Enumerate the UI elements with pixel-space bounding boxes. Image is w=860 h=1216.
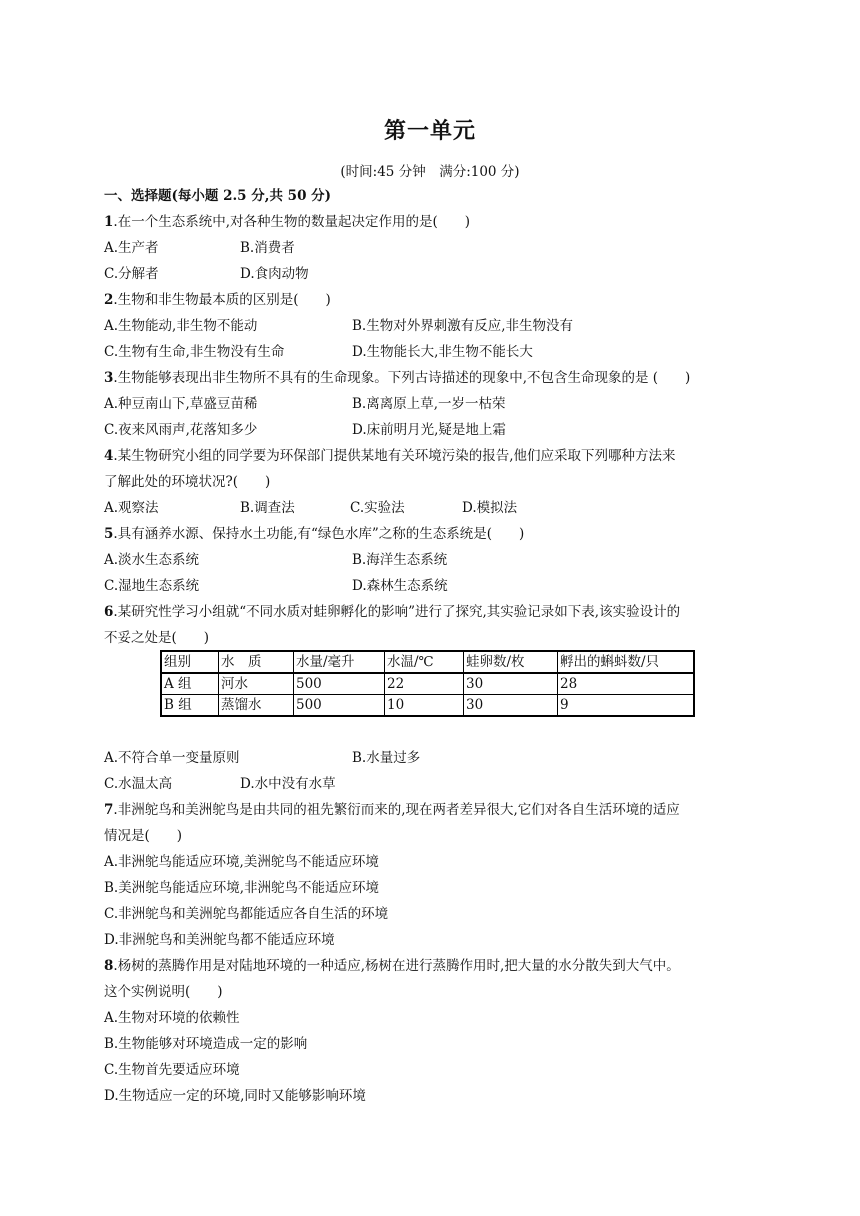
question-2-stem	[104, 291, 331, 309]
table-header-cell: 孵出的蝌蚪数/只	[558, 651, 695, 673]
question-text: .具有涵养水源、保持水土功能,有“绿色水库”之称的生态系统是( )	[113, 526, 525, 542]
table-header-cell: 水温/℃	[385, 651, 464, 673]
option-d: D.生物适应一定的环境,同时又能够影响环境	[104, 1088, 366, 1104]
option-c: C.生物有生命,非生物没有生命	[104, 344, 285, 360]
option-d: D.床前明月光,疑是地上霜	[352, 422, 506, 438]
experiment-table	[160, 650, 695, 717]
option-d: D.食肉动物	[240, 266, 309, 282]
question-5-stem	[104, 525, 524, 543]
option-d: D.生物能长大,非生物不能长大	[352, 344, 533, 360]
option-b: B.生物能够对环境造成一定的影响	[104, 1036, 308, 1052]
option-d: D.非洲鸵鸟和美洲鸵鸟都不能适应环境	[104, 932, 335, 948]
question-number: 4	[104, 448, 114, 464]
exam-time-score: (时间:45 分钟 满分:100 分)	[340, 164, 520, 180]
option-b: B.消费者	[240, 240, 295, 256]
question-text: .生物和非生物最本质的区别是( )	[113, 292, 331, 308]
option-c: C.非洲鸵鸟和美洲鸵鸟都能适应各自生活的环境	[104, 906, 389, 922]
option-b: B.生物对外界刺激有反应,非生物没有	[352, 318, 574, 334]
option-a: A.非洲鸵鸟能适应环境,美洲鸵鸟不能适应环境	[104, 854, 379, 870]
option-a: A.种豆南山下,草盛豆苗稀	[104, 396, 258, 412]
question-text: .某生物研究小组的同学要为环保部门提供某地有关环境污染的报告,他们应采取下列哪种方法来	[113, 448, 676, 464]
question-1-stem	[104, 213, 470, 231]
table-cell: A 组	[161, 673, 219, 695]
question-4-stem-cont: 了解此处的环境状况?( )	[104, 474, 271, 490]
table-header-row	[161, 651, 694, 673]
question-number: 1	[104, 214, 114, 230]
question-number: 3	[104, 370, 114, 386]
question-8-stem-cont: 这个实例说明( )	[104, 984, 223, 1000]
question-text: .某研究性学习小组就“不同水质对蛙卵孵化的影响”进行了探究,其实验记录如下表,该实验设计的	[113, 604, 681, 620]
option-a: A.观察法	[104, 500, 159, 516]
question-number: 5	[104, 526, 114, 542]
table-header-cell: 水量/毫升	[294, 651, 385, 673]
question-text: .非洲鸵鸟和美洲鸵鸟是由共同的祖先繁衍而来的,现在两者差异很大,它们对各自生活环境的适应	[113, 802, 680, 818]
option-c: C.夜来风雨声,花落知多少	[104, 422, 258, 438]
option-a: A.不符合单一变量原则	[104, 750, 240, 766]
option-b: B.海洋生态系统	[352, 552, 448, 568]
option-c: C.分解者	[104, 266, 159, 282]
table-cell: 9	[558, 695, 695, 717]
table-row	[161, 673, 694, 695]
question-7-stem	[104, 801, 680, 819]
table-cell: 500	[294, 695, 385, 717]
table-header-cell: 蛙卵数/枚	[464, 651, 558, 673]
table-cell: 28	[558, 673, 695, 695]
table-cell: B 组	[161, 695, 219, 717]
question-8-stem	[104, 957, 680, 975]
page-title: 第一单元	[383, 118, 476, 144]
question-number: 8	[104, 958, 114, 974]
option-d: D.森林生态系统	[352, 578, 448, 594]
question-number: 2	[104, 292, 114, 308]
option-a: A.生物对环境的依赖性	[104, 1010, 240, 1026]
option-c: C.实验法	[350, 500, 405, 516]
table-header-cell: 组别	[161, 651, 219, 673]
option-d: D.水中没有水草	[240, 776, 336, 792]
option-c: C.生物首先要适应环境	[104, 1062, 240, 1078]
section-heading: 一、选择题(每小题 2.5 分,共 50 分)	[104, 188, 332, 204]
option-c: C.水温太高	[104, 776, 173, 792]
question-3-stem	[104, 369, 690, 387]
option-b: B.调查法	[240, 500, 295, 516]
option-b: B.离离原上草,一岁一枯荣	[352, 396, 506, 412]
table-row	[161, 695, 694, 717]
table-cell: 10	[385, 695, 464, 717]
option-a: A.淡水生态系统	[104, 552, 200, 568]
table-header-cell: 水 质	[219, 651, 294, 673]
question-text: .在一个生态系统中,对各种生物的数量起决定作用的是( )	[113, 214, 471, 230]
question-text: .杨树的蒸腾作用是对陆地环境的一种适应,杨树在进行蒸腾作用时,把大量的水分散失到大气中。	[113, 958, 680, 974]
question-4-stem	[104, 447, 676, 465]
question-6-stem	[104, 603, 680, 621]
table-cell: 30	[464, 695, 558, 717]
question-6-stem-cont: 不妥之处是( )	[104, 630, 210, 646]
option-b: B.水量过多	[352, 750, 421, 766]
option-d: D.模拟法	[462, 500, 518, 516]
question-number: 7	[104, 802, 114, 818]
option-a: A.生产者	[104, 240, 159, 256]
question-number: 6	[104, 604, 114, 620]
question-7-stem-cont: 情况是( )	[104, 828, 183, 844]
table-cell: 30	[464, 673, 558, 695]
option-a: A.生物能动,非生物不能动	[104, 318, 258, 334]
table-cell: 22	[385, 673, 464, 695]
question-text: .生物能够表现出非生物所不具有的生命现象。下列古诗描述的现象中,不包含生命现象的是 ( )	[113, 370, 691, 386]
option-c: C.湿地生态系统	[104, 578, 200, 594]
table-cell: 500	[294, 673, 385, 695]
table-cell: 蒸馏水	[219, 695, 294, 717]
table-cell: 河水	[219, 673, 294, 695]
option-b: B.美洲鸵鸟能适应环境,非洲鸵鸟不能适应环境	[104, 880, 380, 896]
